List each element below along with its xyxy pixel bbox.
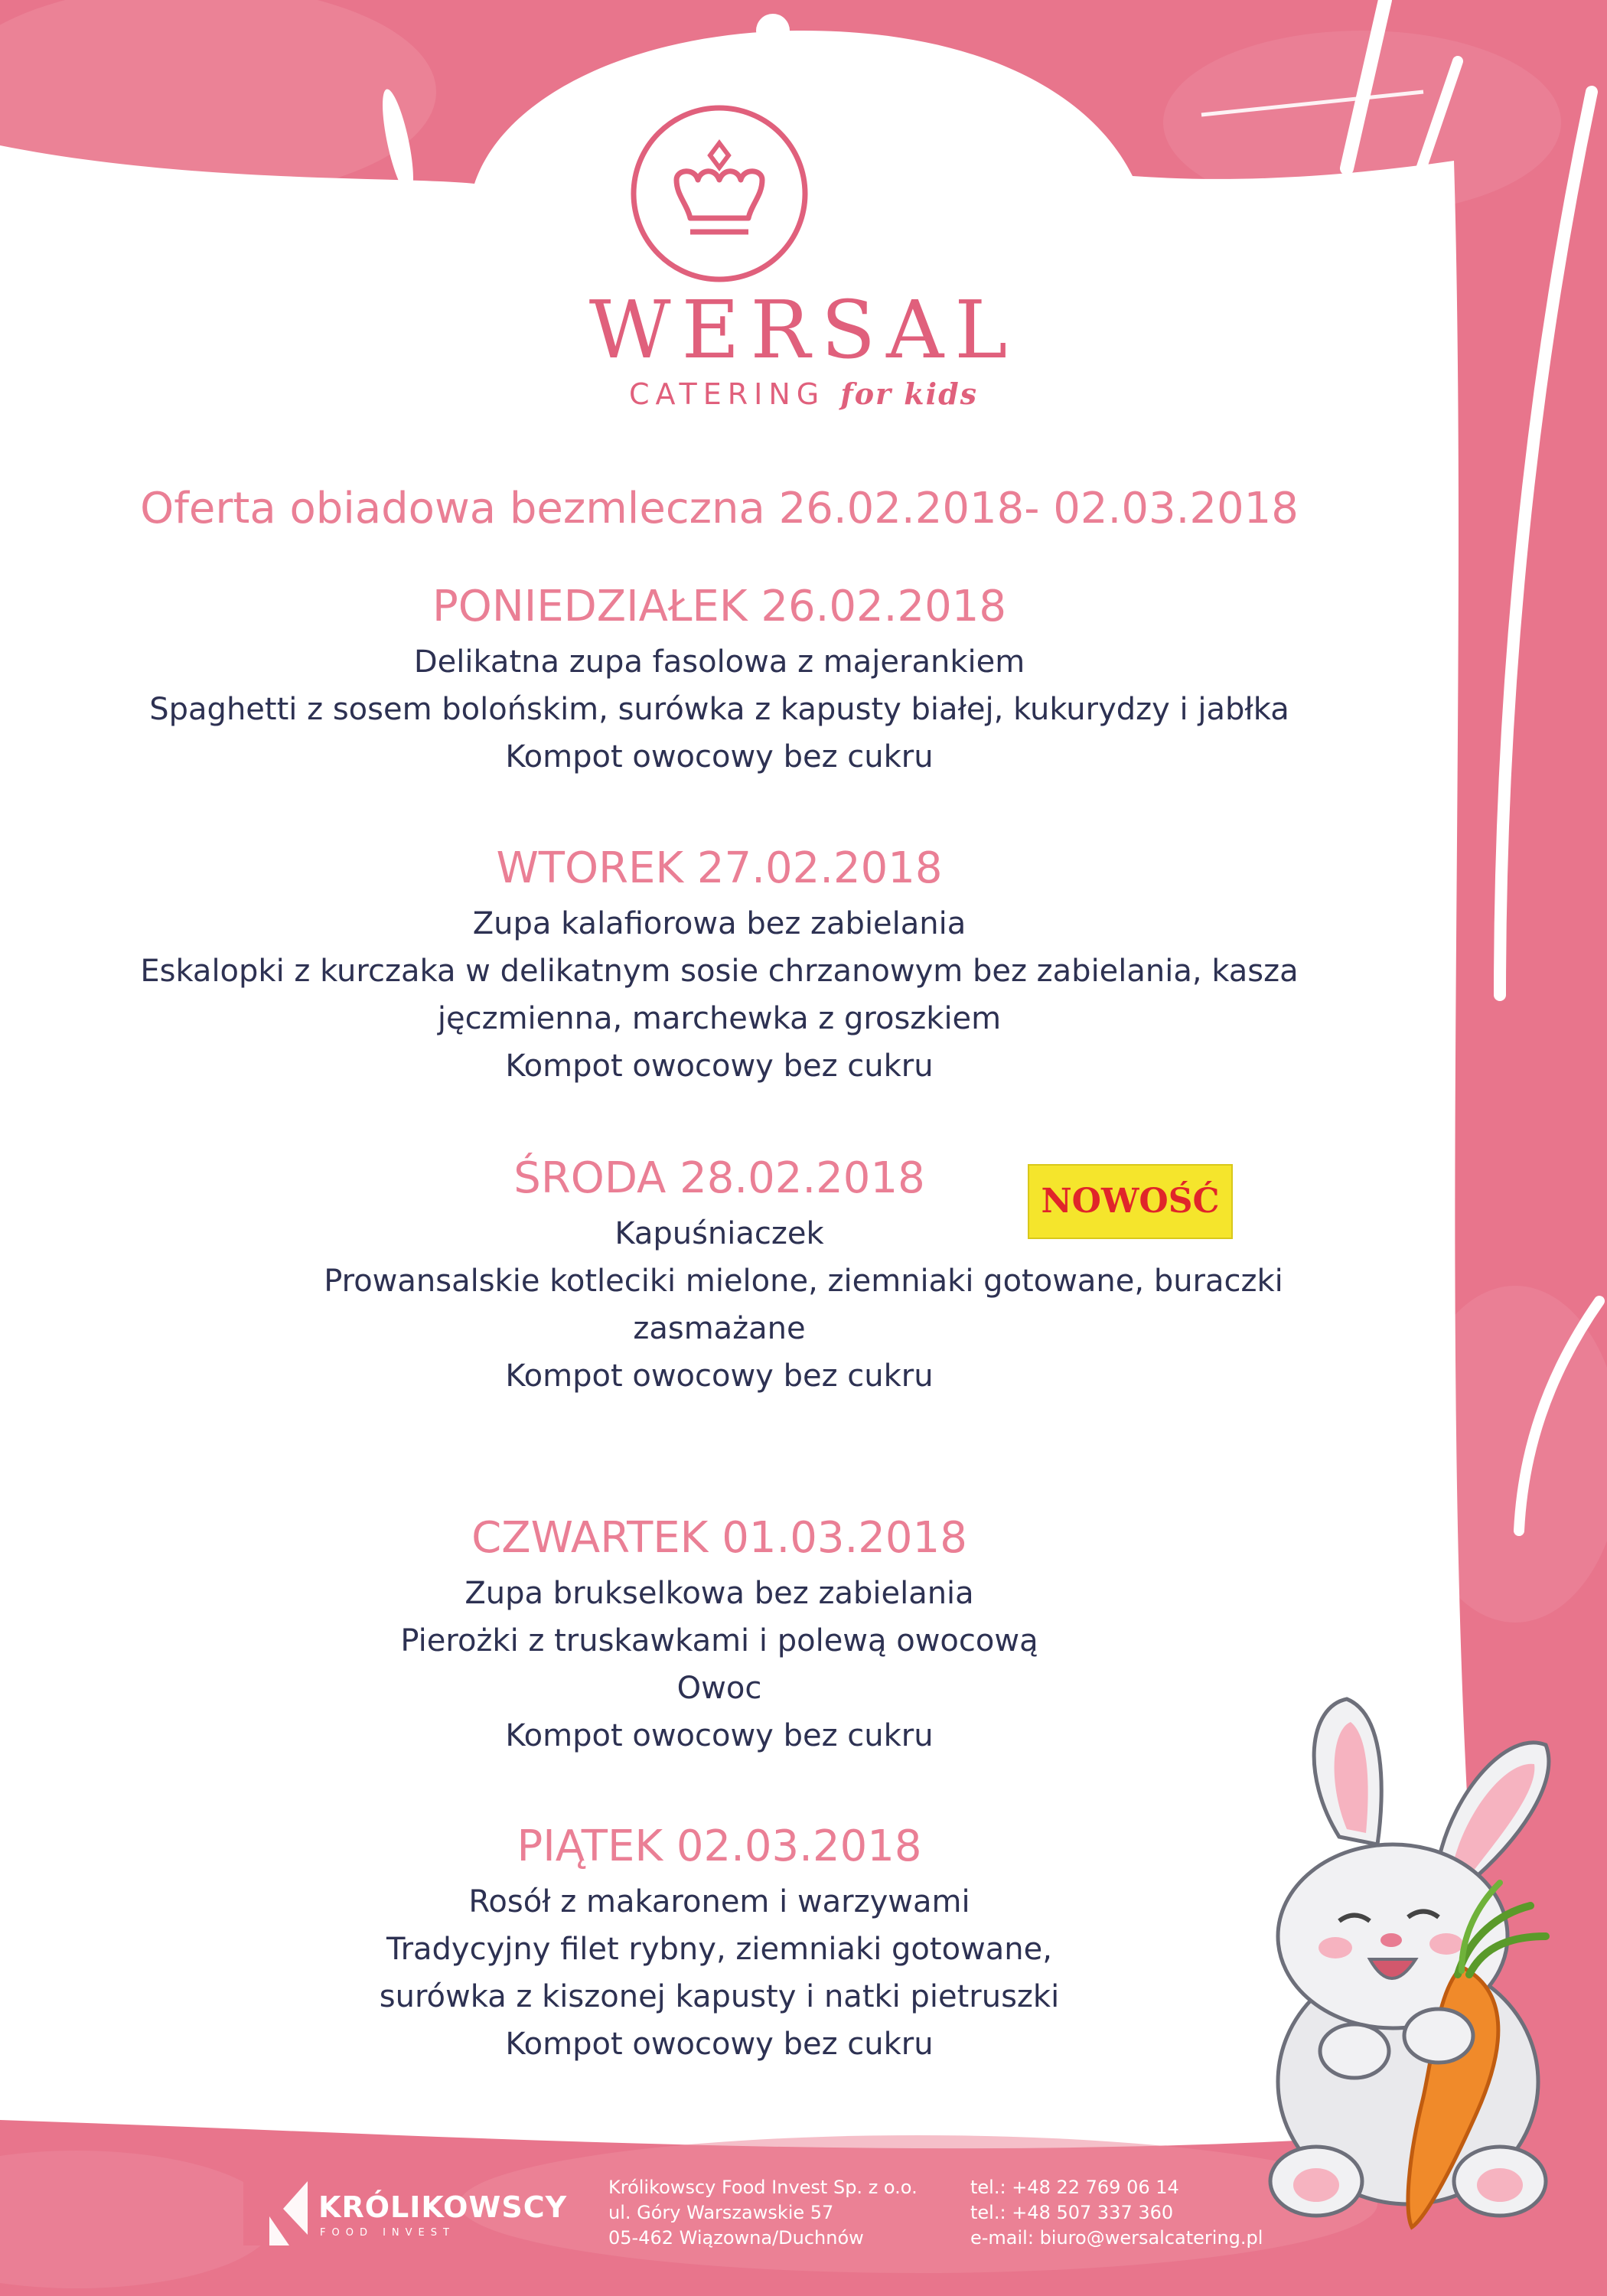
dish: Spaghetti z sosem bolońskim, surówka z kapusty białej, kukurydzy i jabłka: [149, 692, 1289, 727]
footer-tel-2: tel.: +48 507 337 360: [970, 2202, 1174, 2223]
dish: Kompot owocowy bez cukru: [505, 1718, 934, 1753]
brand-name: WERSAL: [588, 283, 1019, 377]
dish: zasmażane: [633, 1311, 806, 1346]
brand-subtitle-kids: for kids: [840, 377, 979, 411]
dish: Kapuśniaczek: [614, 1216, 824, 1251]
brand-subtitle-catering: CATERING: [628, 377, 826, 411]
dish: Delikatna zupa fasolowa z majerankiem: [413, 644, 1025, 680]
dish: Pierożki z truskawkami i polewą owocową: [400, 1623, 1038, 1658]
dish: Kompot owocowy bez cukru: [505, 2027, 934, 2062]
day-title: CZWARTEK 01.03.2018: [471, 1513, 967, 1563]
dish: surówka z kiszonej kapusty i natki pietruszki: [379, 1979, 1060, 2014]
day-title: WTOREK 27.02.2018: [496, 843, 943, 893]
dish: Kompot owocowy bez cukru: [505, 739, 934, 775]
dish: jęczmienna, marchewka z groszkiem: [437, 1001, 1002, 1036]
footer-street: ul. Góry Warszawskie 57: [608, 2202, 834, 2223]
day-title: ŚRODA 28.02.2018: [513, 1153, 925, 1203]
footer-company: Królikowscy Food Invest Sp. z o.o.: [608, 2177, 918, 2198]
footer-brand-name: KRÓLIKOWSCY: [318, 2190, 568, 2224]
footer-city: 05-462 Wiązowna/Duchnów: [608, 2227, 864, 2249]
dish: Prowansalskie kotleciki mielone, ziemniaki gotowane, buraczki: [324, 1264, 1283, 1299]
dish: Kompot owocowy bez cukru: [505, 1358, 934, 1394]
day-monday: [0, 580, 1439, 781]
footer-brand-sub: FOOD INVEST: [320, 2227, 455, 2239]
dish: Zupa kalafiorowa bez zabielania: [472, 906, 966, 941]
crown-logo-icon: [629, 103, 810, 284]
new-badge: NOWOŚĆ: [1028, 1164, 1233, 1239]
krolikowscy-logo-icon: [243, 2181, 308, 2245]
footer-contact: [970, 2175, 1263, 2251]
bunny-carrot-icon: [1255, 1684, 1592, 2235]
offer-title: Oferta obiadowa bezmleczna 26.02.2018- 02.03.2018: [140, 484, 1299, 533]
dish: Kompot owocowy bez cukru: [505, 1049, 934, 1084]
day-friday: [0, 1820, 1439, 2068]
dish: Eskalopki z kurczaka w delikatnym sosie chrzanowym bez zabielania, kasza: [140, 954, 1299, 989]
footer-email: e-mail: biuro@wersalcatering.pl: [970, 2227, 1263, 2249]
day-title: PIĄTEK 02.03.2018: [517, 1821, 922, 1871]
day-tuesday: [0, 842, 1439, 1090]
dish: Zupa brukselkowa bez zabielania: [464, 1576, 974, 1611]
brand-subtitle: [459, 377, 1148, 411]
dish: Owoc: [676, 1671, 762, 1706]
footer-address: [608, 2175, 918, 2251]
day-thursday: [0, 1512, 1439, 1760]
dish: Rosół z makaronem i warzywami: [468, 1884, 970, 1919]
footer-tel-1: tel.: +48 22 769 06 14: [970, 2177, 1179, 2198]
dish: Tradycyjny filet rybny, ziemniaki gotowane,: [386, 1932, 1052, 1967]
day-title: PONIEDZIAŁEK 26.02.2018: [432, 582, 1006, 631]
